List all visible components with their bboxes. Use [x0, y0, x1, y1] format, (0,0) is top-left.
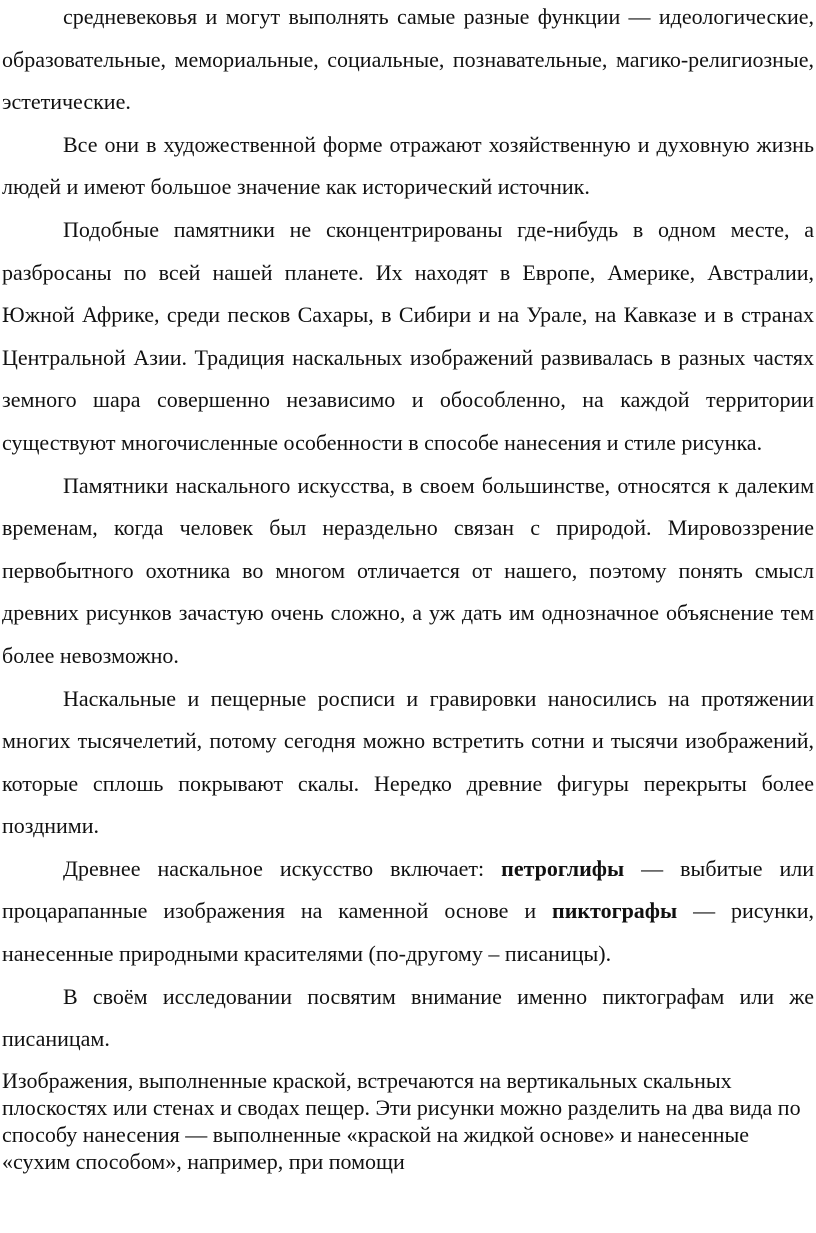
paragraph-6-text-2: — выбитые или процарапанные изображения на каменной основе и: [2, 855, 814, 924]
paragraph-6-text-1: Древнее наскальное искусство включает:: [63, 855, 502, 881]
paragraph-4: Памятники наскального искусства, в своем большинстве, относятся к далеким временам, когда человек был нераздельно связан с природой. Мировоззрение первобытного охотника во многом отличается от нашего, поэтому понять смысл древних рисунков зачастую очень сложно, а уж дать им однозначное объяснение тем более невозможно.: [2, 472, 814, 668]
paragraph-6: [2, 848, 814, 976]
paragraph-8: Изображения, выполненные краской, встречаются на вертикальных скальных плоскостях или стенах и сводах пещер. Эти рисунки можно разделить на два вида по способу нанесения — выполненные «краской на жидкой основе» и нанесенные «сухим способом», например, при помощи: [2, 1067, 801, 1175]
term-petroglyphs: петроглифы: [501, 855, 625, 881]
paragraph-2: Все они в художественной форме отражают хозяйственную и духовную жизнь людей и имеют большое значение как исторический источник.: [2, 131, 814, 200]
paragraph-5: Наскальные и пещерные росписи и гравировки наносились на протяжении многих тысячелетий, потому сегодня можно встретить сотни и тысячи изображений, которые сплошь покрывают скалы. Нередко древние фигуры перекрыты более поздними.: [2, 685, 814, 839]
paragraph-7: В своём исследовании посвятим внимание именно пиктографам или же писаницам.: [2, 983, 814, 1052]
paragraph-1: средневековья и могут выполнять самые разные функции — идеологические, образовательные, мемориальные, социальные, познавательные, магико-религиозные, эстетические.: [2, 4, 814, 115]
paragraph-3: Подобные памятники не сконцентрированы где-нибудь в одном месте, а разбросаны по всей нашей планете. Их находят в Европе, Америке, Австралии, Южной Африке, среди песков Сахары, в Сибири и на Урале, на Кавказе и в странах Центральной Азии. Традиция наскальных изображений развивалась в разных частях земного шара совершенно независимо и обособленно, на каждой территории существуют многочисленные особенности в способе нанесения и стиле рисунка.: [2, 216, 814, 455]
paragraph-6-text-3: — рисунки, нанесенные природными красителями (по-другому – писаницы).: [2, 898, 814, 967]
document-page: [2, 0, 814, 1176]
term-pictographs: пиктографы: [552, 898, 678, 924]
